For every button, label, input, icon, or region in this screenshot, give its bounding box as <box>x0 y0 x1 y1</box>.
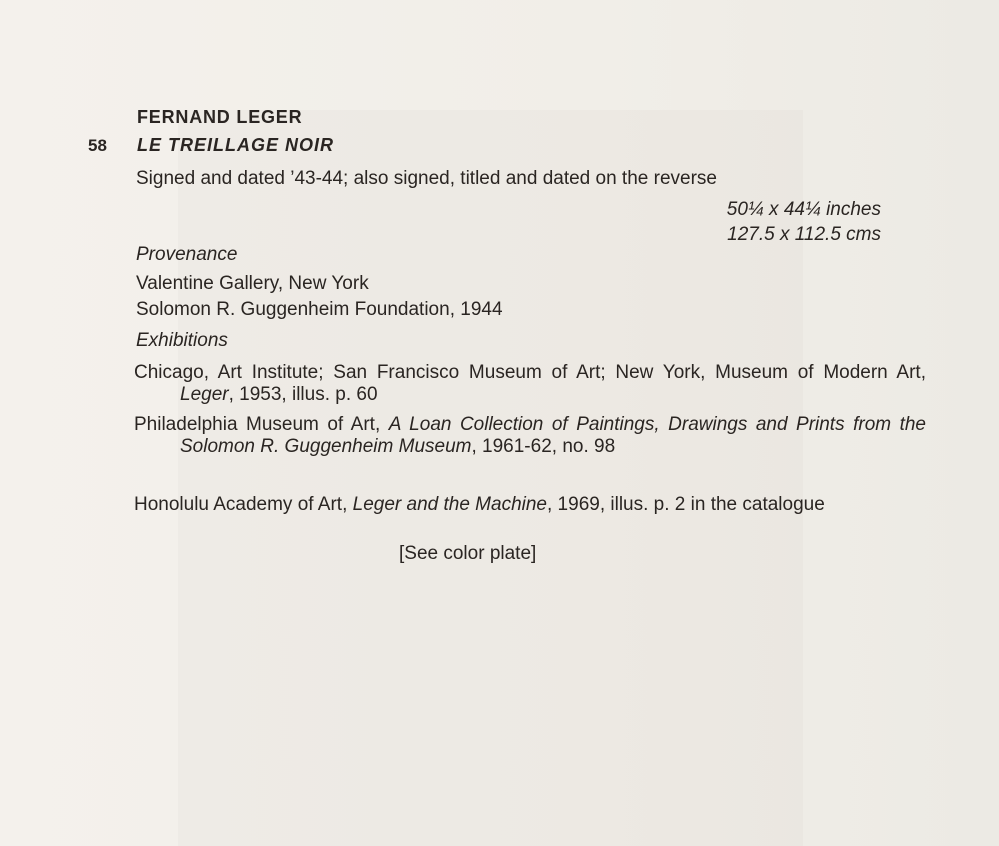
dimensions-inches: 50¼ x 44¼ inches <box>726 199 881 220</box>
exhibition-details: , 1953, illus. p. 60 <box>228 384 378 405</box>
color-plate-note: [See color plate] <box>399 543 537 564</box>
exhibition-details: , 1969, illus. p. 2 in the catalogue <box>547 494 825 515</box>
dimensions-cms: 127.5 x 112.5 cms <box>727 224 881 245</box>
lot-number: 58 <box>88 136 107 155</box>
provenance-item: Solomon R. Guggenheim Foundation, 1944 <box>136 299 503 320</box>
exhibition-title: Leger <box>180 384 229 405</box>
artist-name: FERNAND LEGER <box>137 107 303 127</box>
exhibition-item <box>134 414 926 458</box>
exhibition-item <box>134 494 926 516</box>
exhibition-title: Leger and the Machine <box>352 494 547 515</box>
exhibition-title: A Loan Collection of Paintings, Drawings and Prints from the Solomon R. Guggenheim Museum <box>180 414 926 457</box>
provenance-item: Valentine Gallery, New York <box>136 273 369 294</box>
exhibitions-heading: Exhibitions <box>136 330 228 351</box>
provenance-heading: Provenance <box>136 244 238 265</box>
exhibition-text: Chicago, Art Institute; San Francisco Museum of Art; New York, Museum of Modern Art, <box>134 362 926 383</box>
signature-note: Signed and dated ’43-44; also signed, titled and dated on the reverse <box>136 168 717 189</box>
exhibition-details: , 1961-62, no. 98 <box>471 436 616 457</box>
artwork-title: LE TREILLAGE NOIR <box>137 135 334 155</box>
exhibition-item <box>134 362 926 406</box>
exhibition-text: Honolulu Academy of Art, <box>134 494 353 515</box>
exhibition-text: Philadelphia Museum of Art, <box>134 414 389 435</box>
